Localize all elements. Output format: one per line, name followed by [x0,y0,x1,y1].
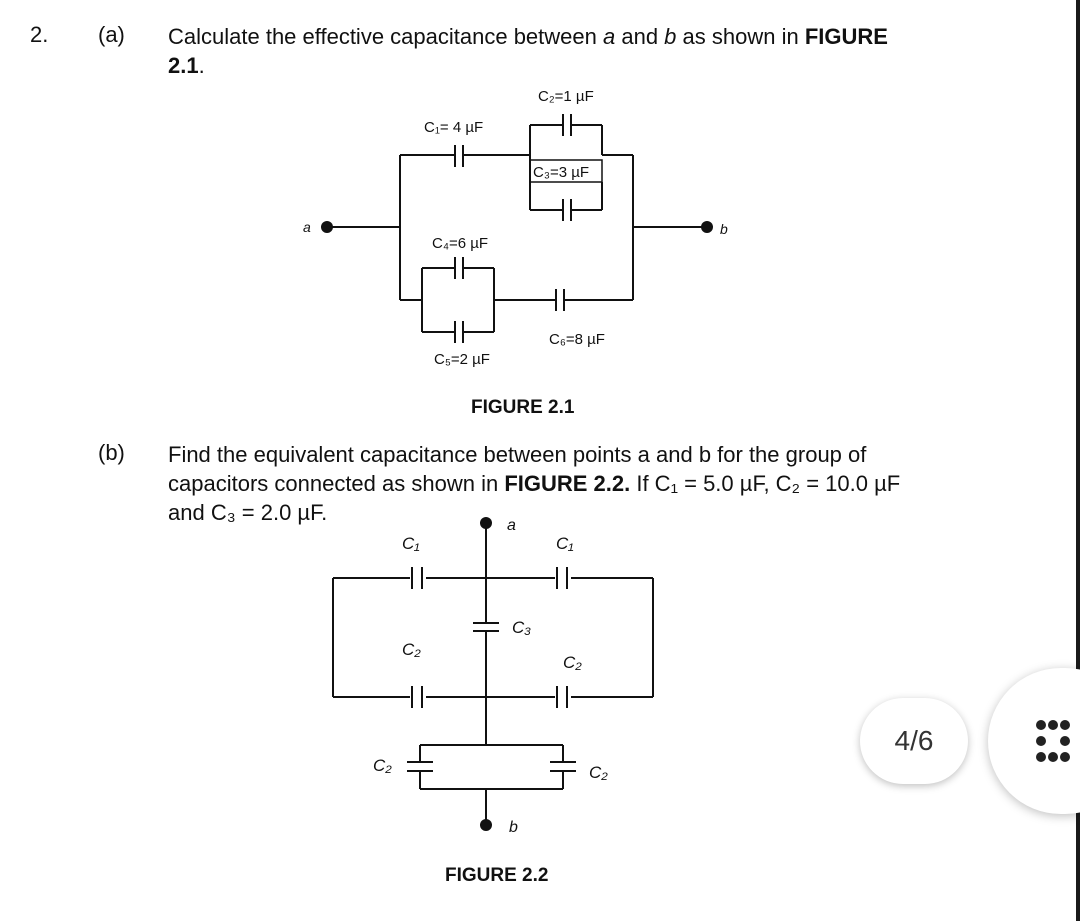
part-a-text-3: as shown in [676,24,805,49]
question-number: 2. [30,22,49,47]
label-c2: C₂=1 µF [538,88,594,105]
part-b-figure-ref: FIGURE 2.2. [504,471,631,496]
label-c2-left: C₂ [402,640,421,659]
part-a-figure-ref-2: 2.1 [168,53,199,78]
label-c4: C₄=6 µF [432,235,489,252]
label-c3: C₃ [512,618,532,637]
label-c5: C₅=2 µF [434,351,490,368]
part-b-line2-pre: capacitors connected as shown in [168,471,505,496]
part-a-text-1: Calculate the effective capacitance between [168,24,603,49]
part-a-label: (a) [98,22,125,47]
fig1-node-a-label: a [303,219,311,235]
label-c6: C₆=8 µF [549,331,605,348]
label-c1-left: C₁ [402,534,420,553]
fig2-node-b-label: b [509,819,518,836]
part-a-figure-ref-1: FIGURE [804,24,888,49]
part-a-var-b: b [664,24,677,49]
page-indicator[interactable]: 4/6 [860,698,968,784]
fig2-node-a-label: a [507,517,516,534]
part-a-text-2: and [615,24,665,49]
part-a-var-a: a [602,24,616,49]
figure-2-2-caption: FIGURE 2.2 [445,865,549,886]
grid-dots-icon [1036,720,1070,762]
part-b-line2-post: If C₁ = 5.0 µF, C₂ = 10.0 µF [630,471,901,496]
figure-2-1-caption: FIGURE 2.1 [471,397,575,418]
label-c2-bottom-right: C₂ [589,763,608,782]
part-a-end: . [198,53,205,78]
fig2-terminal-b-dot [480,819,492,831]
part-b-line3: and C₃ = 2.0 µF. [168,500,328,525]
label-c1-right: C₁ [556,534,574,553]
fig1-node-b-label: b [720,221,728,237]
part-b-line1: Find the equivalent capacitance between points a and b for the group of [168,442,867,467]
label-c2-right: C₂ [563,653,582,672]
label-c2-bottom-left: C₂ [373,756,392,775]
part-b-label: (b) [98,440,125,465]
label-c3: C₃=3 µF [533,164,590,181]
label-c1: C₁= 4 µF [424,119,484,136]
